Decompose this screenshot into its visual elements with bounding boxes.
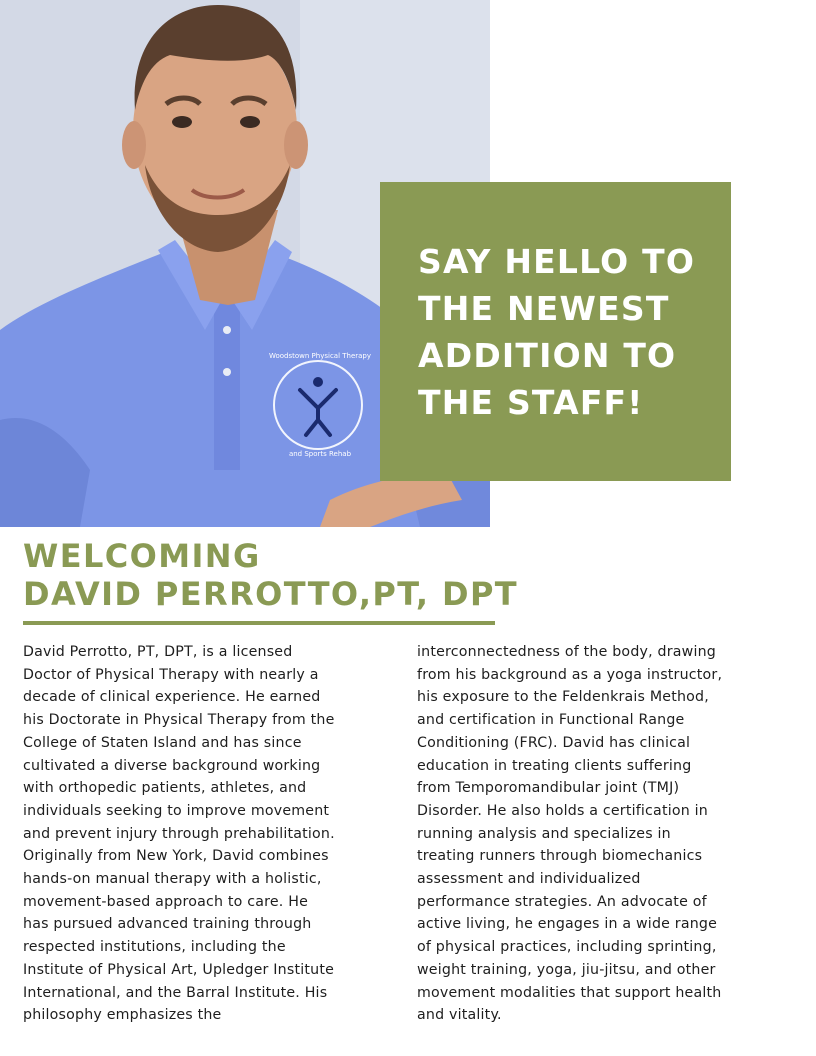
bio-line: of physical practices, including sprinting, (417, 939, 717, 956)
welcome-heading-line1: WELCOMING (23, 537, 261, 575)
bio-line: individuals seeking to improve movement (23, 802, 330, 819)
bio-line: weight training, yoga, jiu-jitsu, and other (417, 961, 716, 978)
bio-line: International, and the Barral Institute. His (23, 984, 328, 1001)
bio-column-right (417, 641, 722, 1027)
announcement-title (418, 238, 708, 426)
announcement-banner (380, 182, 731, 481)
bio-line: and prevent injury through prehabilitation. (23, 825, 335, 842)
bio-line: Doctor of Physical Therapy with nearly a (23, 666, 319, 683)
welcome-heading (23, 537, 518, 613)
bio-line: from Temporomandibular joint (TMJ) (417, 780, 680, 797)
announcement-line: SAY HELLO TO (418, 242, 696, 281)
bio-line: his exposure to the Feldenkrais Method, (417, 689, 709, 706)
bio-line: education in treating clients suffering (417, 757, 692, 774)
bio-line: Disorder. He also holds a certification in (417, 802, 708, 819)
heading-underline (23, 621, 495, 625)
bio-line: with orthopedic patients, athletes, and (23, 780, 307, 797)
bio-line: and certification in Functional Range (417, 712, 685, 729)
bio-line: active living, he engages in a wide range (417, 916, 718, 933)
bio-line: and vitality. (417, 1007, 502, 1024)
bio-line: Institute of Physical Art, Upledger Institute (23, 961, 335, 978)
logo-text-top: Woodstown Physical Therapy (268, 352, 372, 360)
bio-line: assessment and individualized (417, 871, 641, 888)
bio-line: running analysis and specializes in (417, 825, 671, 842)
bio-line: has pursued advanced training through (23, 916, 312, 933)
bio-line: movement modalities that support health (417, 984, 722, 1001)
announcement-line: THE STAFF! (418, 383, 644, 422)
bio-line: decade of clinical experience. He earned (23, 689, 321, 706)
bio-line: hands-on manual therapy with a holistic, (23, 871, 322, 888)
bio-line: performance strategies. An advocate of (417, 893, 707, 910)
welcome-heading-line2: DAVID PERROTTO,PT, DPT (23, 575, 519, 613)
bio-line: from his background as a yoga instructor, (417, 666, 723, 683)
bio-line: Conditioning (FRC). David has clinical (417, 734, 691, 751)
announcement-line: ADDITION TO (418, 336, 677, 375)
logo-text-bottom: and Sports Rehab (288, 450, 352, 458)
bio-line: respected institutions, including the (23, 939, 286, 956)
bio-line: interconnectedness of the body, drawing (417, 644, 717, 660)
bio-line: his Doctorate in Physical Therapy from the (23, 712, 335, 729)
bio-line: Originally from New York, David combines (23, 848, 329, 865)
bio-line: treating runners through biomechanics (417, 848, 703, 865)
bio-line: movement-based approach to care. He (23, 893, 308, 910)
bio-column-left (23, 641, 335, 1027)
announcement-line: THE NEWEST (418, 289, 670, 328)
bio-line: cultivated a diverse background working (23, 757, 321, 774)
bio-line: David Perrotto, PT, DPT, is a licensed (23, 644, 293, 660)
bio-line: philosophy emphasizes the (23, 1007, 222, 1024)
bio-line: College of Staten Island and has since (23, 734, 302, 751)
